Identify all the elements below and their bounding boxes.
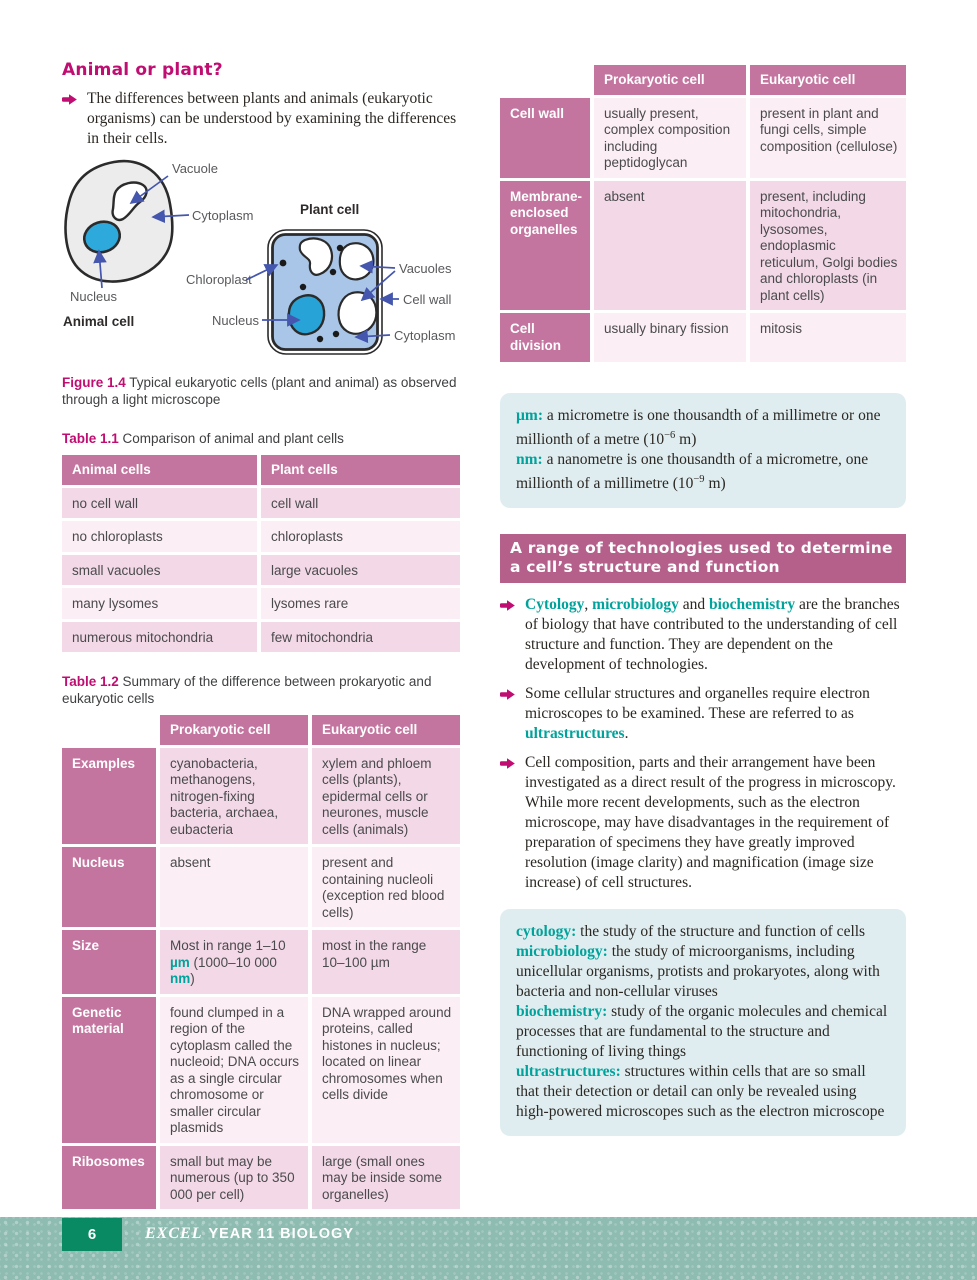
definition-nanometre: nm: a nanometre is one thousandth of a micrometre, one millionth of a millimetre ($10^{-9}$ m)	[516, 451, 869, 493]
term-microbiology: microbiology:	[516, 943, 608, 961]
cell: cell wall	[261, 488, 460, 522]
term-ultrastructures: ultrastructures:	[516, 1063, 621, 1081]
page-number: 6	[87, 1226, 97, 1243]
label-vacuole: Vacuole	[172, 161, 219, 176]
arrow-bullet-icon	[500, 757, 516, 770]
cell: large vacuoles	[261, 555, 460, 589]
term-nm: nm:	[516, 451, 543, 469]
table-prok-vs-euk-continued	[500, 65, 906, 365]
intro-text: The differences between plants and animals (eukaryotic organisms) can be understood by examining the differences in their cells.	[87, 90, 457, 147]
book-title	[145, 1225, 354, 1243]
plant-cell-title: Plant cell	[300, 202, 360, 217]
row-header: Examples	[62, 748, 160, 848]
chloroplast-dot	[333, 331, 339, 337]
column-header: Eukaryotic cell	[312, 715, 460, 748]
cell: xylem and phloem cells (plants), epidermal cells or neurones, muscle cells (animals)	[312, 748, 460, 848]
column-header: Eukaryotic cell	[750, 65, 906, 98]
column-header: Plant cells	[261, 455, 460, 488]
unit-micrometre: µm	[170, 954, 190, 970]
series-title: YEAR 11 BIOLOGY	[208, 1226, 355, 1242]
animal-cell-shape	[66, 161, 173, 281]
label-nucleus-animal: Nucleus	[70, 289, 117, 304]
table-row	[62, 521, 460, 555]
cell: cyanobacteria, methanogens, nitrogen-fixing bacteria, archaea, eubacteria	[160, 748, 312, 848]
row-header: Membrane-enclosed organelles	[500, 181, 594, 314]
cell: large (small ones may be inside some organelles)	[312, 1146, 460, 1213]
right-column	[500, 65, 906, 1136]
figure-caption-text: Typical eukaryotic cells (plant and animal) as observed through a light microscope	[62, 375, 457, 407]
page-number-box	[62, 1218, 122, 1251]
table-row	[62, 555, 460, 589]
table1-caption-label: Table 1.1	[62, 431, 119, 446]
definition-cytology: cytology: the study of the structure and function of cells	[516, 923, 866, 941]
table2-caption	[62, 673, 460, 707]
keyword-biochemistry: biochemistry	[709, 596, 796, 614]
definition-microbiology: microbiology: the study of microorganisms, including unicellular organisms, protists and prokaryotes, along with bacteria and non-cellular viruses	[516, 943, 880, 1001]
chloroplast-dot	[337, 245, 343, 251]
term-um: µm:	[516, 407, 544, 424]
cell: many lysomes	[62, 588, 261, 622]
cell-diagram	[62, 158, 460, 360]
definition-micrometre: µm: a micrometre is one thousandth of a millimetre or one millionth of a metre ($10^{-6}$ m)	[516, 407, 881, 449]
definition-biochemistry: biochemistry: study of the organic molecules and chemical processes that are fundamental to the structure and functioning of living things	[516, 1003, 888, 1061]
arrow-bullet-icon	[500, 599, 516, 612]
plant-nucleus-shape	[289, 295, 324, 334]
table-row	[500, 181, 906, 314]
row-header: Genetic material	[62, 997, 160, 1146]
cell: no chloroplasts	[62, 521, 261, 555]
label-vacuoles: Vacuoles	[399, 261, 452, 276]
cell: present in plant and fungi cells, simple composition (cellulose)	[750, 98, 906, 181]
left-column	[62, 60, 460, 1212]
row-header: Cell division	[500, 313, 594, 365]
chloroplast-dot	[330, 269, 336, 275]
keyword-cytology: Cytology	[525, 596, 585, 614]
label-nucleus-plant: Nucleus	[212, 313, 259, 328]
table-prok-vs-euk	[62, 715, 460, 1212]
table1-caption	[62, 430, 460, 447]
row-header: Size	[62, 930, 160, 997]
row-header: Nucleus	[62, 847, 160, 930]
bullet-item	[500, 595, 906, 675]
row-header: Ribosomes	[62, 1146, 160, 1213]
table-row	[62, 588, 460, 622]
corner-cell	[500, 65, 594, 98]
cell: usually present, complex composition including peptidoglycan	[594, 98, 750, 181]
cell: Most in range 1–10 µm (1000–10 000 nm)	[160, 930, 312, 997]
label-cell-wall: Cell wall	[403, 292, 452, 307]
cell: absent	[160, 847, 312, 930]
label-cytoplasm-plant: Cytoplasm	[394, 328, 456, 343]
table1-caption-text: Comparison of animal and plant cells	[118, 431, 344, 446]
bullet-text: Some cellular structures and organelles require electron microscopes to be examined. These are referred to as ultrastructures.	[525, 685, 870, 743]
cell: few mitochondria	[261, 622, 460, 656]
table-row	[62, 1146, 460, 1213]
brand-logo: EXCEL	[145, 1225, 203, 1242]
bullet-item	[500, 753, 906, 893]
cell: present, including mitochondria, lysosomes, endoplasmic reticulum, Golgi bodies and chloroplasts (in plant cells)	[750, 181, 906, 314]
section-heading: Animal or plant?	[62, 60, 223, 80]
keyword-microbiology: microbiology	[592, 596, 679, 614]
table-row	[62, 930, 460, 997]
label-chloroplast: Chloroplast	[186, 272, 252, 287]
table2-caption-label: Table 1.2	[62, 674, 119, 689]
cell: chloroplasts	[261, 521, 460, 555]
bullet-text: Cell composition, parts and their arrangement have been investigated as a direct result of the progress in microscopy. While more recent developments, such as the electron microscope, may have disadvantages in the requirement of preparation of specimens they have greatly improved resolution (image clarity) and magnification (image size increase) of cell structures.	[525, 754, 896, 892]
chloroplast-dot	[300, 284, 306, 290]
table-animal-vs-plant	[62, 455, 460, 655]
cell: mitosis	[750, 313, 906, 365]
cell: absent	[594, 181, 750, 314]
cell: DNA wrapped around proteins, called histones in nucleus; located on linear chromosomes when cells divide	[312, 997, 460, 1146]
bullet-item	[500, 684, 906, 744]
arrow-bullet-icon	[500, 688, 516, 701]
label-cytoplasm-animal: Cytoplasm	[192, 208, 254, 223]
intro-bullet	[62, 89, 460, 149]
table2-caption-text: Summary of the difference between prokaryotic and eukaryotic cells	[62, 674, 432, 706]
table-row	[500, 98, 906, 181]
glossary-box	[500, 909, 906, 1136]
unit-nanometre: nm	[170, 971, 191, 986]
definition-ultrastructures: ultrastructures: structures within cells that are so small that their detection or detail can only be revealed using high-powered microscopes such as the electron microscope	[516, 1063, 885, 1121]
term-biochemistry: biochemistry:	[516, 1003, 608, 1021]
cell: small vacuoles	[62, 555, 261, 589]
cell: usually binary fission	[594, 313, 750, 365]
term-cytology: cytology:	[516, 923, 577, 941]
cell: most in the range 10–100 µm	[312, 930, 460, 997]
cell: numerous mitochondria	[62, 622, 261, 656]
plant-vacuole-3	[339, 292, 377, 333]
cell: small but may be numerous (up to 350 000 per cell)	[160, 1146, 312, 1213]
figure-caption-label: Figure 1.4	[62, 375, 126, 390]
table-row	[500, 313, 906, 365]
bullet-text: Cytology, microbiology and biochemistry are the branches of biology that have contributed to the understanding of cell structure and function. They are dependent on the development of technologies.	[525, 596, 900, 674]
cell: found clumped in a region of the cytoplasm called the nucleoid; DNA occurs as a single circular chromosome or smaller circular plasmids	[160, 997, 312, 1146]
plant-vacuole-2	[340, 243, 374, 279]
table-row	[62, 847, 460, 930]
column-header: Prokaryotic cell	[594, 65, 750, 98]
cell: no cell wall	[62, 488, 261, 522]
table-row	[62, 488, 460, 522]
keyword-ultrastructures: ultrastructures	[525, 725, 625, 743]
animal-cell-title: Animal cell	[63, 314, 135, 329]
figure-caption	[62, 374, 460, 408]
arrow-bullet-icon	[62, 93, 78, 106]
page-footer	[0, 1217, 977, 1280]
corner-cell	[62, 715, 160, 748]
unit-definition-box	[500, 393, 906, 508]
table-row	[62, 997, 460, 1146]
column-header: Prokaryotic cell	[160, 715, 312, 748]
cell: lysomes rare	[261, 588, 460, 622]
column-header: Animal cells	[62, 455, 261, 488]
table-row	[62, 622, 460, 656]
subsection-banner: A range of technologies used to determine a cell’s structure and function	[500, 534, 906, 583]
table-row	[62, 748, 460, 848]
chloroplast-dot	[317, 336, 323, 342]
chloroplast-dot	[280, 260, 287, 267]
cell: present and containing nucleoli (exception red blood cells)	[312, 847, 460, 930]
row-header: Cell wall	[500, 98, 594, 181]
